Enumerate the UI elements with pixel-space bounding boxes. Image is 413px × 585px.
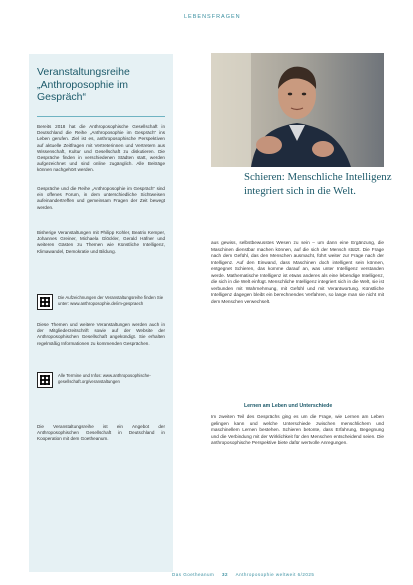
sidebar-title: Veranstaltungsreihe „Anthroposophie im Gespräch“ (37, 66, 130, 103)
page-number: 32 (222, 572, 229, 577)
portrait-photo (211, 53, 384, 167)
article-headline: Schieren: Menschliche Intelligenz integriert sich in die Welt. (244, 171, 392, 197)
sidebar-paragraph: Bisherige Veranstaltungen mit Philipp Kohler, Beatrix Kemper, Johannes Greiner, Michaela Glöckler, Gerald Häfner und weiteren Gästen zu Themen wie Künstliche Intelligenz, Klimawandel, Demokratie und Bildung. (37, 230, 165, 254)
info-sidebar (29, 54, 173, 572)
sidebar-paragraph: Gespräche und die Reihe „Anthroposophie im Gespräch“ sind ein offenes Forum, in dem unterschiedliche Sichtweisen aufeinandertreffen und gemeinsam Fragen der Zeit bewegt werden. (37, 186, 165, 210)
sidebar-divider (37, 116, 165, 117)
qr-code-icon[interactable] (37, 372, 53, 388)
qr-caption: Alle Termine und Infos: www.anthroposophische-gesellschaft.org/veranstaltungen (58, 373, 151, 384)
article-subheading: Lernen am Leben und Unterschiede (244, 403, 333, 409)
qr-caption: Die Aufzeichnungen der Veranstaltungsreihe finden Sie unter: www.anthroposophie.de/im-gespraech (58, 295, 164, 306)
qr-code-icon[interactable] (37, 294, 53, 310)
sidebar-paragraph: Bereits 2018 hat die Anthroposophische Gesellschaft in Deutschland die Reihe „Anthroposophie im Gespräch“ ins Leben gerufen. Ziel ist es, anthroposophische Perspektiven auf aktuelle Zeitfragen mit Vertreterinnen und Vertretern aus Wissenschaft, Kultur und Gesellschaft zu diskutieren. Die Gespräche finden in verschiedenen Städten statt, werden aufgezeichnet und sind online zugänglich. Alle Beiträge können nachgehört werden. (37, 124, 165, 173)
section-tag: LEBENSFRAGEN (184, 14, 241, 20)
portrait-image (211, 53, 384, 167)
article-paragraph: aus gewiss, selbstbewusstes Wesen zu sein – um dann eine Ergänzung, die Maschinen dienstbar machen können, auf die sich der Mensch stützt. Die Frage nach dem Gefühl, das den Menschen ausmacht, führt weiter zur Frage nach der Intelligenz. Auf den Einwand, dass Maschinen doch intelligent sein können, entgegnet Schieren, das komme darauf an, was unter Intelligenz verstanden werde. Mathematische Intelligenz ist etwas anderes als eine lebendige Intelligenz, die sich in die Welt einfügt. Menschliche Intelligenz integriert sich in die Welt, sie ist verbunden mit Wahrnehmung, mit Gefühl und mit Verantwortung. Künstliche Intelligenz dagegen bleibt ein berechnendes Verfahren, so lange man sie nicht mit dem Menschen verwechselt. (211, 240, 384, 304)
footer-publication: Das Goetheanum (172, 572, 215, 577)
article-paragraph: Im zweiten Teil des Gesprächs ging es um die Frage, wie Lernen am Leben gelingen kann und welche Unterschiede zwischen menschlichem und maschinellem Lernen bestehen. Schieren betonte, dass Erfahrung, Begegnung und die Verbindung mit der Wirklichkeit für den Menschen entscheidend seien. Die anthroposophische Perspektive biete dafür wertvolle Anregungen. (211, 414, 384, 446)
page-footer (172, 572, 314, 577)
sidebar-paragraph: Die Veranstaltungsreihe ist ein Angebot der Anthroposophischen Gesellschaft in Deutschland in Kooperation mit dem Goetheanum. (37, 424, 165, 442)
sidebar-paragraph: Diese Themen und weitere Veranstaltungen werden auch in der Mitgliederzeitschrift sowie auf der Website der Anthroposophischen Gesellschaft angekündigt. Sie erhalten regelmäßig Informationen zu kommenden Gesprächen. (37, 322, 165, 346)
footer-issue: Anthroposophie weltweit 6/2025 (235, 572, 315, 577)
